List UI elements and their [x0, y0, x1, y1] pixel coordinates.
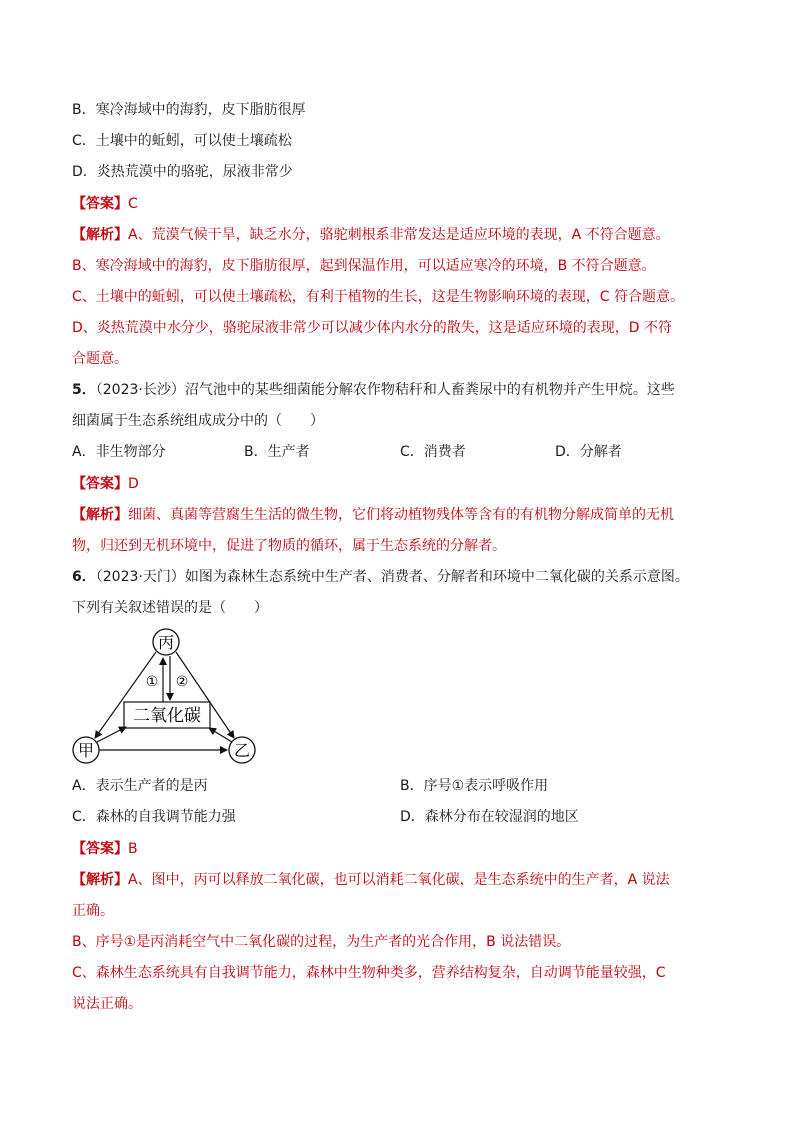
answer-value: D: [128, 476, 139, 492]
node-jia-label: 甲: [77, 741, 95, 760]
label-2: ②: [175, 674, 189, 690]
q4-analysis-line-5: 合题意。: [72, 351, 128, 367]
q4-option-c: C．土壤中的蚯蚓，可以使土壤疏松: [72, 133, 292, 149]
q5-analysis-line-1: [72, 505, 674, 525]
q4-option-b: B．寒冷海域中的海豹，皮下脂肪很厚: [72, 102, 306, 118]
co2-label: 二氧化碳: [133, 706, 201, 726]
q6-option-c: C．森林的自我调节能力强: [72, 809, 236, 825]
answer-value: B: [128, 841, 138, 857]
q6-option-b: B．序号①表示呼吸作用: [400, 778, 549, 794]
q6-analysis-line-3: B、序号①是丙消耗空气中二氧化碳的过程，为生产者的光合作用，B 说法错误。: [72, 934, 571, 950]
q4-analysis-line-2: B、寒冷海域中的海豹，皮下脂肪很厚，起到保温作用，可以适应寒冷的环境，B 不符合题意。: [72, 258, 656, 274]
answer-tag: 【答案】: [72, 196, 128, 212]
q6-option-d: D．森林分布在较湿润的地区: [400, 809, 579, 825]
q5-option-b: B．生产者: [244, 444, 310, 460]
carbon-cycle-diagram: [68, 628, 251, 768]
q5-option-d: D．分解者: [555, 444, 622, 460]
question-number: 6．: [72, 569, 96, 585]
q4-analysis-line-1: [72, 225, 670, 245]
q4-analysis-line-4: D、炎热荒漠中水分少，骆驼尿液非常少可以减少体内水分的散失，这是适应环境的表现，D 不符: [72, 320, 673, 336]
question-source: （2023·长沙）: [95, 382, 185, 398]
q5-analysis-line-2: 物，归还到无机环境中，促进了物质的循环，属于生态系统的分解者。: [72, 538, 506, 554]
question-stem: 沼气池中的某些细菌能分解农作物秸秆和人畜粪尿中的有机物并产生甲烷。这些: [184, 382, 675, 398]
q6-stem-line-2: 下列有关叙述错误的是（ ）: [72, 600, 268, 616]
q6-answer: [72, 839, 138, 859]
answer-tag: 【答案】: [72, 476, 128, 492]
analysis-text: A、荒漠气候干旱，缺乏水分，骆驼刺根系非常发达是适应环境的表现，A 不符合题意。: [128, 227, 670, 243]
q5-stem-line-1: [72, 380, 675, 400]
analysis-text: A、图中，丙可以释放二氧化碳，也可以消耗二氧化碳，是生态系统中的生产者，A 说法: [128, 872, 670, 888]
q5-option-c: C．消费者: [400, 444, 466, 460]
analysis-tag: 【解析】: [72, 227, 128, 243]
q5-answer: [72, 474, 139, 494]
q4-answer: [72, 194, 138, 214]
node-bing-label: 丙: [157, 633, 175, 652]
q6-option-a: A．表示生产者的是丙: [72, 778, 208, 794]
node-yi-label: 乙: [233, 741, 251, 760]
answer-value: C: [128, 196, 138, 212]
q6-analysis-line-5: 说法正确。: [72, 996, 142, 1012]
q5-option-a: A．非生物部分: [72, 444, 166, 460]
analysis-text: 细菌、真菌等营腐生生活的微生物，它们将动植物残体等含有的有机物分解成简单的无机: [128, 507, 674, 523]
q6-analysis-line-2: 正确。: [72, 903, 114, 919]
question-stem: 如图为森林生态系统中生产者、消费者、分解者和环境中二氧化碳的关系示意图。: [184, 569, 689, 585]
q6-analysis-line-4: C、森林生态系统具有自我调节能力，森林中生物种类多，营养结构复杂，自动调节能量较强，C: [72, 965, 666, 981]
label-1: ①: [145, 674, 159, 690]
analysis-tag: 【解析】: [72, 872, 128, 888]
q5-stem-line-2: 细菌属于生态系统组成成分中的（ ）: [72, 413, 324, 429]
analysis-tag: 【解析】: [72, 507, 128, 523]
q4-option-d: D．炎热荒漠中的骆驼，尿液非常少: [72, 164, 293, 180]
q4-analysis-line-3: C、土壤中的蚯蚓，可以使土壤疏松，有利于植物的生长，这是生物影响环境的表现，C 符合题意。: [72, 289, 684, 305]
q6-stem-line-1: [72, 567, 689, 587]
question-source: （2023·天门）: [95, 569, 185, 585]
answer-tag: 【答案】: [72, 841, 128, 857]
q6-analysis-line-1: [72, 870, 670, 890]
question-number: 5．: [72, 382, 96, 398]
